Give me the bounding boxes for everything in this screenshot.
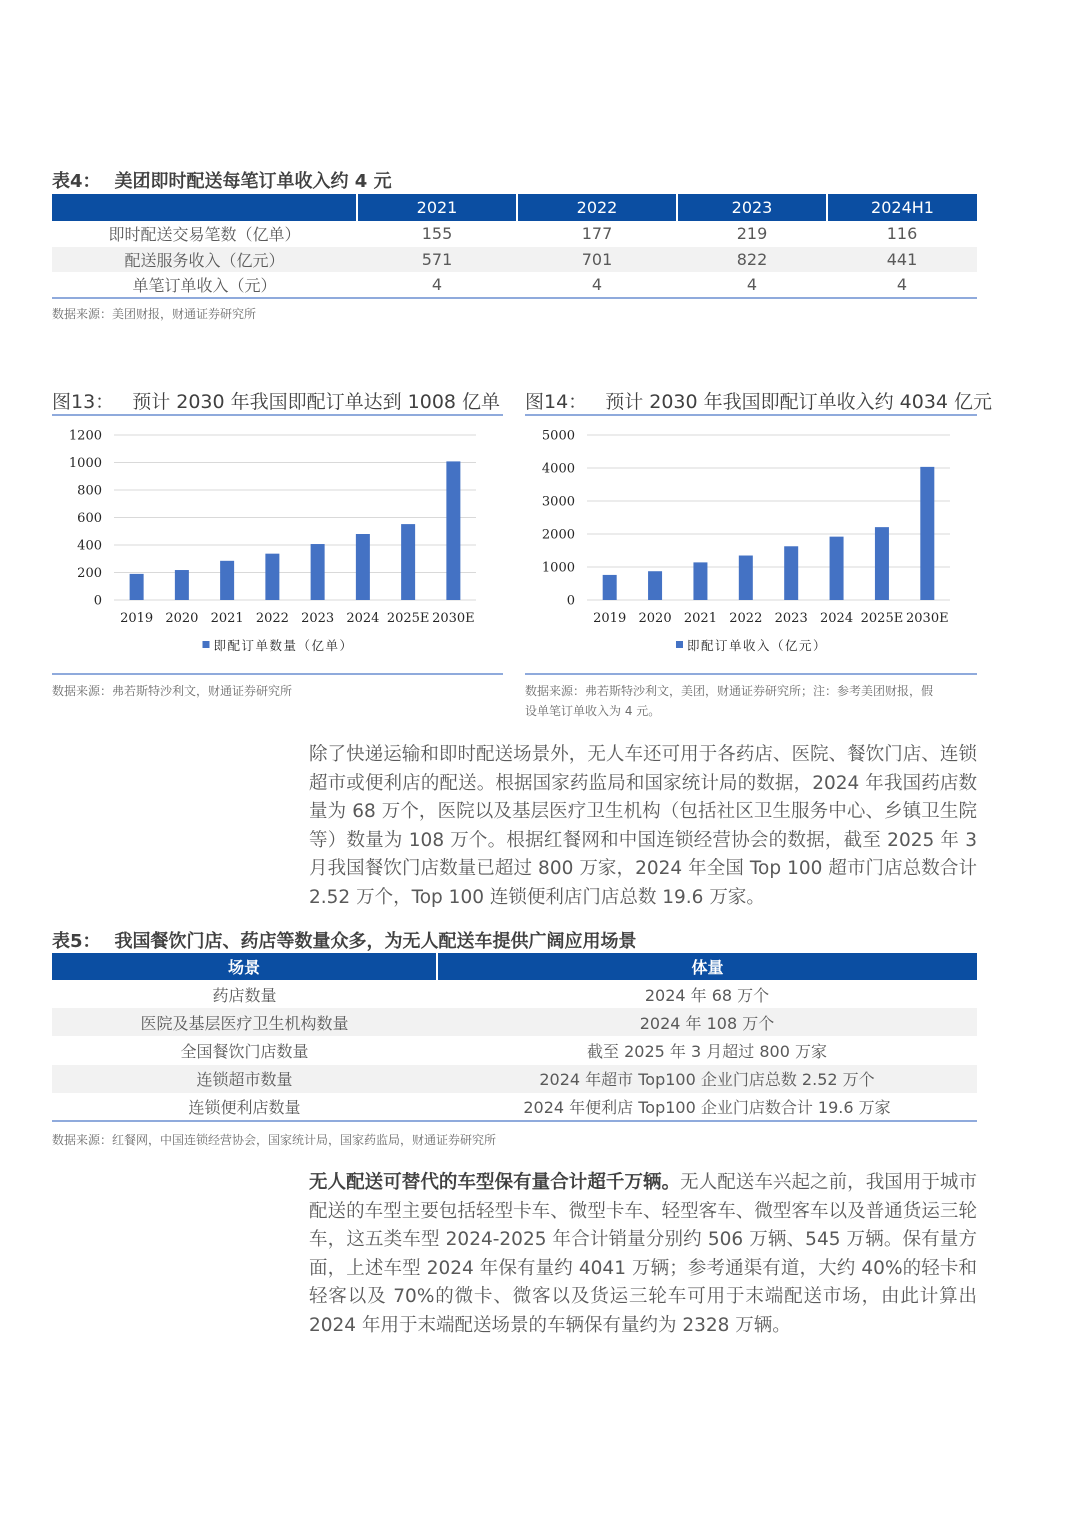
legend-label: 即配订单数量（亿单）	[213, 638, 354, 653]
bar	[830, 537, 844, 600]
legend-swatch	[202, 641, 209, 648]
table5-cell: 2024 年 68 万个	[644, 985, 770, 1005]
fig14-title-text: 预计 2030 年我国即配订单收入约 4034 亿元	[605, 391, 993, 413]
table4-cell: 单笔订单收入（元）	[52, 272, 357, 298]
table4-cell: 441	[827, 247, 977, 273]
x-tick-label: 2019	[593, 611, 627, 626]
table-row	[52, 1065, 977, 1093]
bar	[446, 461, 460, 600]
bar	[693, 562, 707, 600]
bar	[311, 544, 325, 600]
table4-header-cell: 2022	[517, 194, 677, 221]
table-row	[52, 247, 977, 273]
table5-header-cell: 体量	[437, 953, 977, 980]
table-row	[52, 1036, 977, 1064]
bar	[401, 524, 415, 600]
fig14-source-line2: 设单笔订单收入为 4 元。	[525, 704, 661, 718]
y-tick-label: 3000	[541, 494, 575, 510]
fig14-title	[525, 387, 992, 414]
fig13-bottom-rule	[52, 673, 503, 675]
bar	[220, 561, 234, 600]
bar	[265, 554, 279, 600]
table5-title	[52, 927, 637, 953]
bar	[356, 534, 370, 600]
table4-cell: 4	[517, 272, 677, 298]
table4-cell: 701	[517, 247, 677, 273]
y-tick-label: 4000	[541, 461, 575, 477]
x-tick-label: 2024	[346, 611, 380, 626]
fig13-title-text: 预计 2030 年我国即配订单达到 1008 亿单	[132, 391, 501, 413]
table4-cell: 配送服务收入（亿元）	[52, 247, 357, 273]
bar	[920, 467, 934, 600]
table5-cell: 全国餐饮门店数量	[180, 1041, 309, 1061]
table5-header-row	[52, 953, 977, 980]
y-tick-label: 0	[566, 593, 575, 609]
table4-source: 数据来源：美团财报，财通证券研究所	[52, 307, 257, 321]
table5-header-cell: 场景	[52, 953, 437, 980]
table5-cell: 2024 年 108 万个	[437, 1008, 977, 1036]
y-tick-label: 400	[77, 538, 102, 554]
table5-cell: 2024 年便利店 Top100 企业门店数合计 19.6 万家	[437, 1093, 977, 1121]
table4-cell: 4	[677, 272, 827, 298]
table5	[52, 953, 977, 1122]
table5-cell: 2024 年超市 Top100 企业门店总数 2.52 万个	[437, 1065, 977, 1093]
x-tick-label: 2023	[301, 611, 335, 626]
x-tick-label: 2023	[774, 611, 808, 626]
fig13-label: 图13：	[52, 391, 115, 413]
fig13-chart-svg	[52, 420, 503, 672]
fig14-bottom-rule	[525, 673, 977, 675]
table4-header-cell: 2024H1	[827, 194, 977, 221]
x-tick-label: 2022	[255, 611, 289, 626]
table-row	[52, 272, 977, 298]
x-tick-label: 2022	[729, 611, 763, 626]
fig14-label: 图14：	[525, 391, 588, 413]
bar	[175, 570, 189, 600]
bar	[648, 571, 662, 600]
table5-cell: 截至 2025 年 3 月超过 800 万家	[587, 1041, 827, 1061]
bar	[875, 527, 889, 600]
x-tick-label: 2020	[638, 611, 672, 626]
y-tick-label: 1200	[68, 428, 102, 444]
x-tick-label: 2019	[120, 611, 154, 626]
table-row	[52, 221, 977, 247]
y-tick-label: 200	[77, 566, 102, 581]
fig13-top-rule	[52, 414, 503, 416]
bar	[130, 574, 144, 600]
bar	[739, 556, 753, 600]
y-tick-label: 2000	[541, 527, 575, 543]
legend-swatch	[676, 641, 683, 648]
table5-cell: 连锁便利店数量	[52, 1093, 437, 1121]
table4-cell: 571	[357, 247, 517, 273]
table4-cell: 4	[357, 272, 517, 298]
x-tick-label: 2030E	[906, 611, 949, 626]
y-tick-label: 800	[77, 483, 102, 499]
table4-cell: 822	[677, 247, 827, 273]
fig13-chart	[52, 420, 503, 672]
fig13-title	[52, 387, 500, 414]
x-tick-label: 2020	[165, 611, 199, 626]
table4-title	[52, 167, 392, 193]
table4-title-text: 美团即时配送每笔订单收入约 4 元	[114, 171, 392, 192]
table5-source: 数据来源：红餐网，中国连锁经营协会，国家统计局，国家药监局，财通证券研究所	[52, 1133, 497, 1147]
table5-cell: 医院及基层医疗卫生机构数量	[52, 1008, 437, 1036]
y-tick-label: 600	[77, 511, 102, 526]
x-tick-label: 2030E	[432, 611, 475, 626]
fig14-top-rule	[525, 414, 977, 416]
table5-title-text: 我国餐饮门店、药店等数量众多，为无人配送车提供广阔应用场景	[114, 931, 637, 952]
x-tick-label: 2025E	[860, 611, 904, 626]
table4-cell: 155	[421, 224, 453, 244]
bar	[603, 575, 617, 600]
table-row	[52, 1008, 977, 1036]
y-tick-label: 0	[93, 593, 102, 609]
body-paragraph-1: 除了快递运输和即时配送场景外，无人车还可用于各药店、医院、餐饮门店、连锁超市或便利店的配送。根据国家药监局和国家统计局的数据，2024 年我国药店数量为 68 万个，医院以及基层医疗卫生机构（包括社区卫生服务中心、乡镇卫生院等）数量为 108 万个。根据红餐网和中国连锁经营协会的数据，截至 2025 年 3 月我国餐饮门店数量已超过 800 万家，2024 年全国 Top 100 超市门店总数合计 2.52 万个，Top 100 连锁便利店门店总数 19.6 万家。	[309, 744, 977, 908]
table4-header-cell: 2021	[357, 194, 517, 221]
x-tick-label: 2024	[820, 611, 854, 626]
table-row	[52, 1093, 977, 1121]
table4-cell: 116	[886, 224, 918, 244]
table4-label: 表4：	[52, 171, 101, 192]
table5-cell: 连锁超市数量	[52, 1065, 437, 1093]
y-tick-label: 1000	[68, 456, 102, 471]
table4-header-cell: 2023	[677, 194, 827, 221]
body-paragraph-2	[309, 1169, 977, 1341]
table-row	[52, 980, 977, 1008]
table4-header-cell	[52, 194, 357, 221]
table5-cell: 药店数量	[212, 985, 277, 1005]
legend-label: 即配订单收入（亿元）	[686, 638, 828, 653]
x-tick-label: 2025E	[386, 611, 430, 626]
x-tick-label: 2021	[683, 611, 717, 626]
table4	[52, 194, 977, 299]
x-tick-label: 2021	[210, 611, 244, 626]
bar	[784, 546, 798, 600]
table4-cell: 177	[581, 224, 613, 244]
fig14-chart-svg	[525, 420, 977, 672]
fig14-source-line1: 数据来源：弗若斯特沙利文，美团，财通证券研究所；注：参考美团财报，假	[525, 684, 934, 698]
y-tick-label: 5000	[541, 428, 575, 444]
table4-cell: 219	[736, 224, 768, 244]
paragraph-2-lead: 无人配送可替代的车型保有量合计超千万辆。	[309, 1172, 681, 1193]
fig13-source: 数据来源：弗若斯特沙利文，财通证券研究所	[52, 684, 293, 698]
table4-cell: 4	[827, 272, 977, 298]
table4-header-row	[52, 194, 977, 221]
table5-label: 表5：	[52, 931, 101, 952]
paragraph-2-body: 无人配送车兴起之前，我国用于城市配送的车型主要包括轻型卡车、微型卡车、轻型客车、微型客车以及普通货运三轮车，这五类车型 2024-2025 年合计销量分别约 506 万辆、545 万辆。保有量方面，上述车型 2024 年保有量约 4041 万辆；参考通渠有道，大约 40%的轻卡和轻客以及 70%的微卡、微客以及货运三轮车可用于末端配送市场，由此计算出 2024 年用于末端配送场景的车辆保有量约为 2328 万辆。	[309, 1172, 977, 1336]
table4-cell: 即时配送交易笔数（亿单）	[108, 225, 301, 245]
y-tick-label: 1000	[541, 560, 575, 576]
fig14-chart	[525, 420, 977, 672]
